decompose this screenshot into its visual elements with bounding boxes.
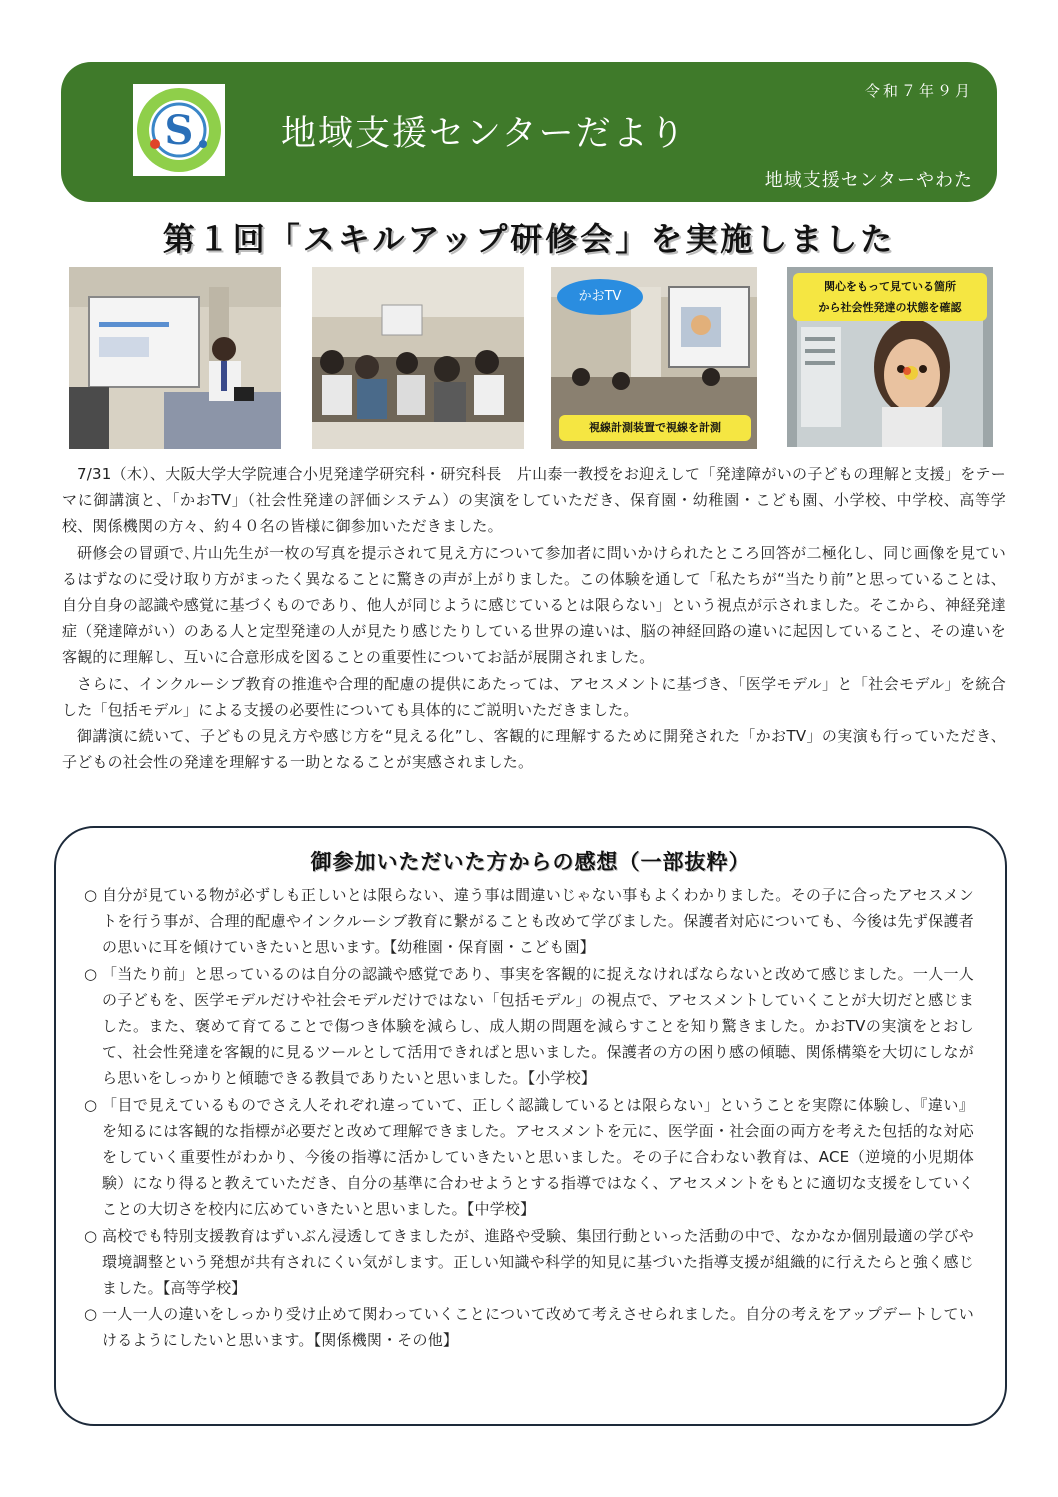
article-paragraph: 研修会の冒頭で､片山先生が一枚の写真を提示されて見え方について参加者に問いかけられたところ回答が二極化し、同じ画像を見ているはずなのに受け取り方がまったく異なることに驚きの声が上がりました。この体験を通して「私たちが“当たり前”と思っていることは、自分自身の認識や感覚に基づくものであり、他人が同じように感じているとは限らない」という視点が示されました。そこから、神経発達症（発達障がい）のある人と定型発達の人が見たり感じたりしている世界の違いは、脳の神経回路の違いに起因していること、その違いを客観的に理解し、互いに合意形成を図ることの重要性についてお話が展開されました。 bbox=[62, 543, 1006, 667]
article-paragraph: 7/31（木）、大阪大学大学院連合小児発達学研究科・研究科長 片山泰一教授をお迎えして「発達障がいの子どもの理解と支援」をテーマに御講演と、「かおTV」（社会性発達の評価システム）の実演をしていただき、保育園・幼稚園・こども園、小学校、中学校、高等学校、関係機関の方々、約４０名の皆様に御参加いただきました。 bbox=[62, 465, 1006, 536]
comment-bullet: ○ bbox=[84, 1095, 98, 1114]
article-paragraph: さらに、インクルーシブ教育の推進や合理的配慮の提供にあたっては、アセスメントに基づき、「医学モデル」と「社会モデル」を統合した「包括モデル」による支援の必要性についても具体的にご説明いただきました。 bbox=[62, 674, 1006, 719]
organization-name: 地域支援センターやわた bbox=[764, 170, 973, 191]
comment-bullet: ○ bbox=[84, 964, 98, 983]
photo-lecturer bbox=[69, 267, 281, 449]
comment-text: 「目で見えているものでさえ人それぞれ違っていて、正しく認識しているとは限らない」ということを実際に体験し、『違い』を知るには客観的な指標が必要だと改めて理解できました。アセスメントを元に、医学面・社会面の両方を考えた包括的な対応をしていく重要性がわかり、今後の指導に活かしていきたいと思いました。その子に合わない教育は、ACE（逆境的小児期体験）になり得ると教えていただき、自分の基準に合わせようとする指導ではなく、アセスメントをもとに適切な支援をしていくことの大切さを校内に広めていきたいと思いました。【中学校】 bbox=[102, 1095, 974, 1219]
eye-tracking-label: 視線計測装置で視線を計測 bbox=[559, 415, 751, 441]
comment-text: 高校でも特別支援教育はずいぶん浸透してきましたが、進路や受験、集団行動といった活動の中で、なかなか個別最適の学びや環境調整という発想が共有されにくい気がします。正しい知識や科学的知見に基づいた指導支援が組織的に行えたらと強く感じました。【高等学校】 bbox=[102, 1226, 974, 1298]
comment-item bbox=[84, 1092, 974, 1223]
social-development-label-line1: 関心をもって見ている箇所 bbox=[824, 280, 956, 293]
issue-date: 令和７年９月 bbox=[864, 82, 973, 100]
comments-title: 御参加いただいた方からの感想（一部抜粋） bbox=[310, 850, 751, 874]
photo-audience bbox=[312, 267, 524, 449]
article-paragraph: 御講演に続いて、子どもの見え方や感じ方を“見える化”し、客観的に理解するために開発された「かおTV」の実演も行っていただき、子どもの社会性の発達を理解する一助となることが実感されました。 bbox=[62, 727, 1006, 772]
comment-item bbox=[84, 1223, 974, 1302]
social-development-label bbox=[793, 273, 987, 321]
center-logo bbox=[133, 84, 225, 176]
logo-letter: S bbox=[164, 107, 194, 154]
article-body bbox=[62, 461, 1006, 775]
comment-item bbox=[84, 961, 974, 1092]
kaotv-bubble: かおTV bbox=[557, 279, 643, 315]
newsletter-header bbox=[61, 62, 997, 202]
comment-list bbox=[84, 882, 974, 1354]
comment-text: 自分が見ている物が必ずしも正しいとは限らない、違う事は間違いじゃない事もよくわかりました。その子に合ったアセスメントを行う事が、合理的配慮やインクルーシブ教育に繋がることも改めて学びました。保護者対応についても、今後は先ず保護者の思いに耳を傾けていきたいと思います。【幼稚園・保育園・こども園】 bbox=[102, 886, 974, 957]
photo-kaotv-demo bbox=[551, 267, 757, 449]
photo-screen-face bbox=[787, 267, 993, 447]
newsletter-title: 地域支援センターだより bbox=[281, 114, 687, 154]
comment-bullet: ○ bbox=[84, 886, 98, 904]
comment-item bbox=[84, 1301, 974, 1353]
participant-comments-box bbox=[54, 826, 1007, 1426]
comment-text: 「当たり前」と思っているのは自分の認識や感覚であり、事実を客観的に捉えなければならないと改めて感じました。一人一人の子どもを、医学モデルだけや社会モデルだけではない「包括モデル」の視点で、アセスメントしていくことが大切だと感じました。また、褒めて育てることで傷つき体験を減らし、成人期の問題を減らすことを知り驚きました。かおTVの実演をとおして、社会性発達を客観的に見るツールとして活用できればと思いました。保護者の方の困り感の傾聴、関係構築を大切にしながら思いをしっかりと傾聴できる教員でありたいと思いました。【小学校】 bbox=[102, 964, 974, 1088]
comment-text: 一人一人の違いをしっかり受け止めて関わっていくことについて改めて考えさせられました。自分の考えをアップデートしていけるようにしたいと思います。【関係機関・その他】 bbox=[102, 1305, 974, 1350]
comment-item bbox=[84, 882, 974, 961]
comment-bullet: ○ bbox=[84, 1226, 98, 1245]
article-headline: 第１回「スキルアップ研修会」を実施しました bbox=[162, 220, 896, 258]
comment-bullet: ○ bbox=[84, 1305, 98, 1324]
social-development-label-line2: から社会性発達の状態を確認 bbox=[818, 301, 962, 314]
